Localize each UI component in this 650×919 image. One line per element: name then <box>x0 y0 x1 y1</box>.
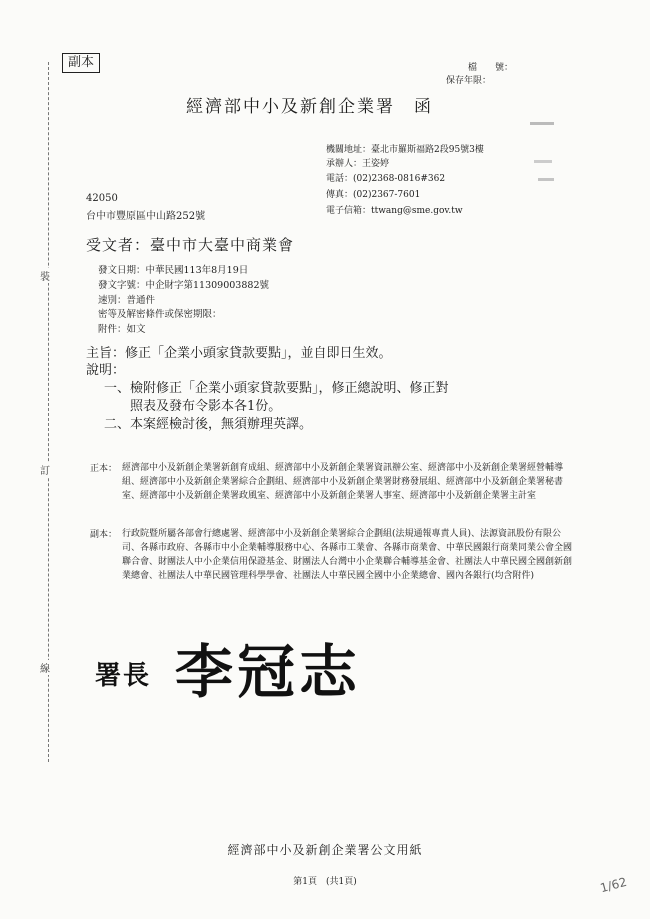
phone: 電話：(02)2368-0816#362 <box>326 174 446 184</box>
recipient-street: 台中市豐原區中山路252號 <box>86 211 206 222</box>
explanation-label: 說明： <box>86 363 126 378</box>
explanation-item-1-cont: 照表及發布令影本各1份。 <box>130 399 282 414</box>
file-number-label: 檔 號： <box>468 63 514 73</box>
signature-name: 李冠志 <box>175 638 362 706</box>
main-recipient-label: 正本： <box>90 464 118 474</box>
binding-mark-xian: 線 <box>40 660 50 675</box>
fax: 傳真：(02)2367-7601 <box>326 190 421 200</box>
page-number: 第1頁 (共1頁) <box>293 877 357 887</box>
issue-number: 發文字號：中企財字第11309003882號 <box>98 280 269 291</box>
secrecy-level: 密等及解密條件或保密期限： <box>98 309 222 320</box>
subject: 主旨：修正「企業小頭家貸款要點」，並自即日生效。 <box>86 346 392 361</box>
issue-date: 發文日期：中華民國113年8月19日 <box>98 265 249 276</box>
binding-mark-zhuang: 裝 <box>40 268 50 283</box>
recipient: 受文者：臺中市大臺中商業會 <box>86 236 295 254</box>
delivery-speed: 速別：普通件 <box>98 295 156 306</box>
document-title: 經濟部中小及新創企業署 函 <box>186 97 433 117</box>
cc-label: 副本： <box>90 530 118 540</box>
binding-mark-ding: 訂 <box>40 462 50 477</box>
email: 電子信箱：ttwang@sme.gov.tw <box>326 206 463 216</box>
binding-line <box>48 62 49 762</box>
handwritten-mark: 1/62 <box>598 874 629 896</box>
cc-list: 行政院暨所屬各部會行總處署、經濟部中小及新創企業署綜合企劃組(法規通報專責人員)、法源資訊股份有限公司、各縣市政府、各縣市中小企業輔導服務中心、各縣市工業會、各縣市商業會、中華民國銀行商業同業公會全國聯合會、財團法人中小企業信用保證基金、財團法人台灣中小企業聯合輔導基金會、社團法人中華民國全國創新創業總會、社團法人中華民國管理科學學會、社團法人中華民國全國中小企業總會、國內各銀行(均含附件) <box>122 529 573 581</box>
explanation-item-1: 一、檢附修正「企業小頭家貸款要點」，修正總說明、修正對 <box>104 381 449 396</box>
main-recipient-list: 經濟部中小及新創企業署新創育成組、經濟部中小及新創企業署資訊辦公室、經濟部中小及新創企業署經營輔導組、經濟部中小及新創企業署綜合企劃組、經濟部中小及新創企業署財務發展組、經濟部中小及新創企業署秘書室、經濟部中小及新創企業署政風室、經濟部中小及新創企業署人事室、經濟部中小及新創企業署主計室 <box>122 463 564 501</box>
copy-stamp: 副本 <box>62 53 100 73</box>
attachment: 附件：如文 <box>98 324 146 335</box>
agency-address: 機關地址：臺北市羅斯福路2段95號3樓 <box>326 145 484 155</box>
explanation-item-2: 二、本案經檢討後，無須辦理英譯。 <box>104 417 313 432</box>
signature-title: 署長 <box>95 661 152 691</box>
handler: 承辦人：王姿婷 <box>326 159 390 169</box>
scan-specks <box>508 118 558 198</box>
postal-code: 42050 <box>86 193 118 204</box>
retention-label: 保存年限： <box>446 76 492 86</box>
stationery-footer: 經濟部中小及新創企業署公文用紙 <box>227 843 423 857</box>
